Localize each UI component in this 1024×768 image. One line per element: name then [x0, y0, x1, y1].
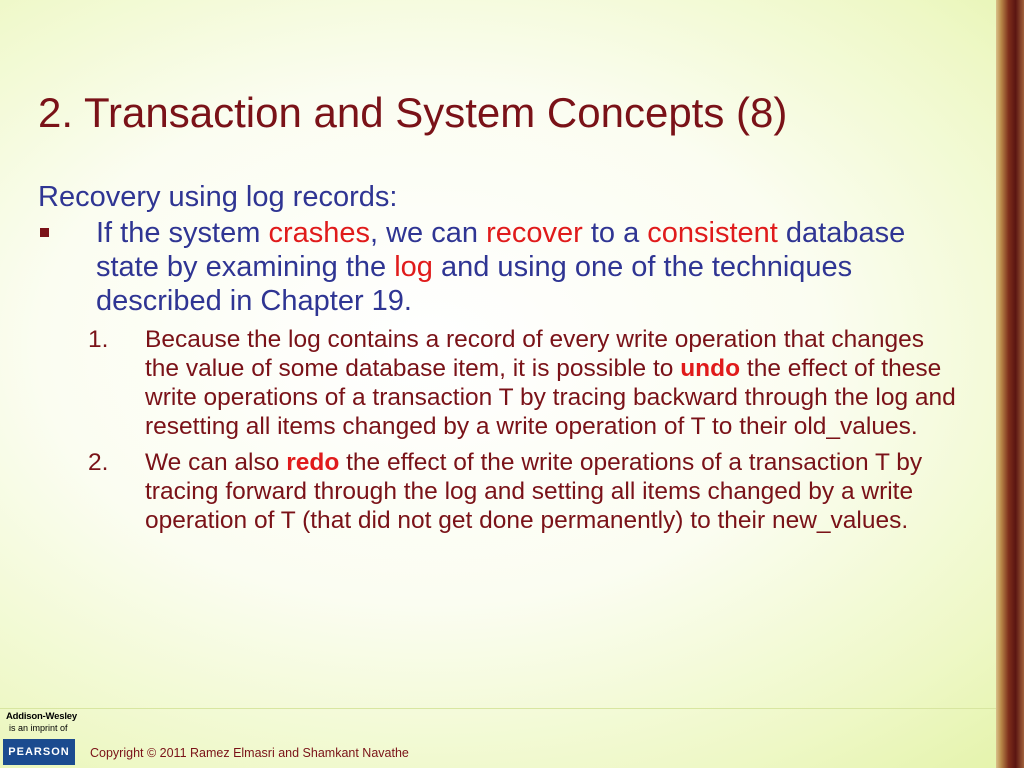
slide-title: 2. Transaction and System Concepts (8): [38, 89, 788, 136]
publisher-logo: [0, 709, 78, 768]
slide-body: [38, 180, 963, 535]
bullet-text: to a: [582, 217, 648, 249]
bullet-text: , we can: [370, 217, 487, 249]
pearson-logo: [3, 739, 75, 765]
pearson-logo-text: PEARSON: [8, 746, 70, 758]
section-heading: Recovery using log records:: [38, 181, 398, 213]
highlight-crashes: crashes: [268, 217, 370, 249]
footer-divider: [0, 708, 996, 709]
item-number: 1.: [88, 326, 109, 353]
numbered-item-2: [38, 448, 963, 535]
highlight-log: log: [394, 251, 433, 283]
copyright-notice: Copyright © 2011 Ramez Elmasri and Shamkant Navathe: [90, 746, 409, 760]
publisher-name: Addison-Wesley: [6, 711, 77, 722]
bullet-text: If the system: [96, 217, 269, 249]
item-text: the effect of the write operations of a transaction T by tracing forward through the log and setting all items changed by a write operation of T (that did not get done permanently) to their new_values.: [145, 449, 923, 534]
bullet-text: and using one of the techniques described in Chapter 19.: [96, 251, 853, 317]
item-text: Because the log contains a record of every write operation that changes the value of some database item, it is possible to: [145, 326, 925, 382]
highlight-consistent: consistent: [647, 217, 778, 249]
numbered-item-1: [38, 325, 963, 441]
square-bullet-icon: [40, 228, 49, 237]
highlight-redo: redo: [286, 449, 340, 476]
item-text: the effect of these write operations of a transaction T by tracing backward through the log and resetting all items changed by a write operation of T to their old_values.: [145, 355, 956, 440]
decorative-side-bar: [996, 0, 1024, 768]
highlight-recover: recover: [486, 217, 583, 249]
publisher-imprint: is an imprint of: [9, 723, 68, 733]
bullet-item: [38, 216, 963, 318]
item-text: We can also: [145, 449, 287, 476]
item-number: 2.: [88, 449, 109, 476]
highlight-undo: undo: [680, 355, 741, 382]
bullet-text: database state by examining the: [96, 217, 906, 283]
